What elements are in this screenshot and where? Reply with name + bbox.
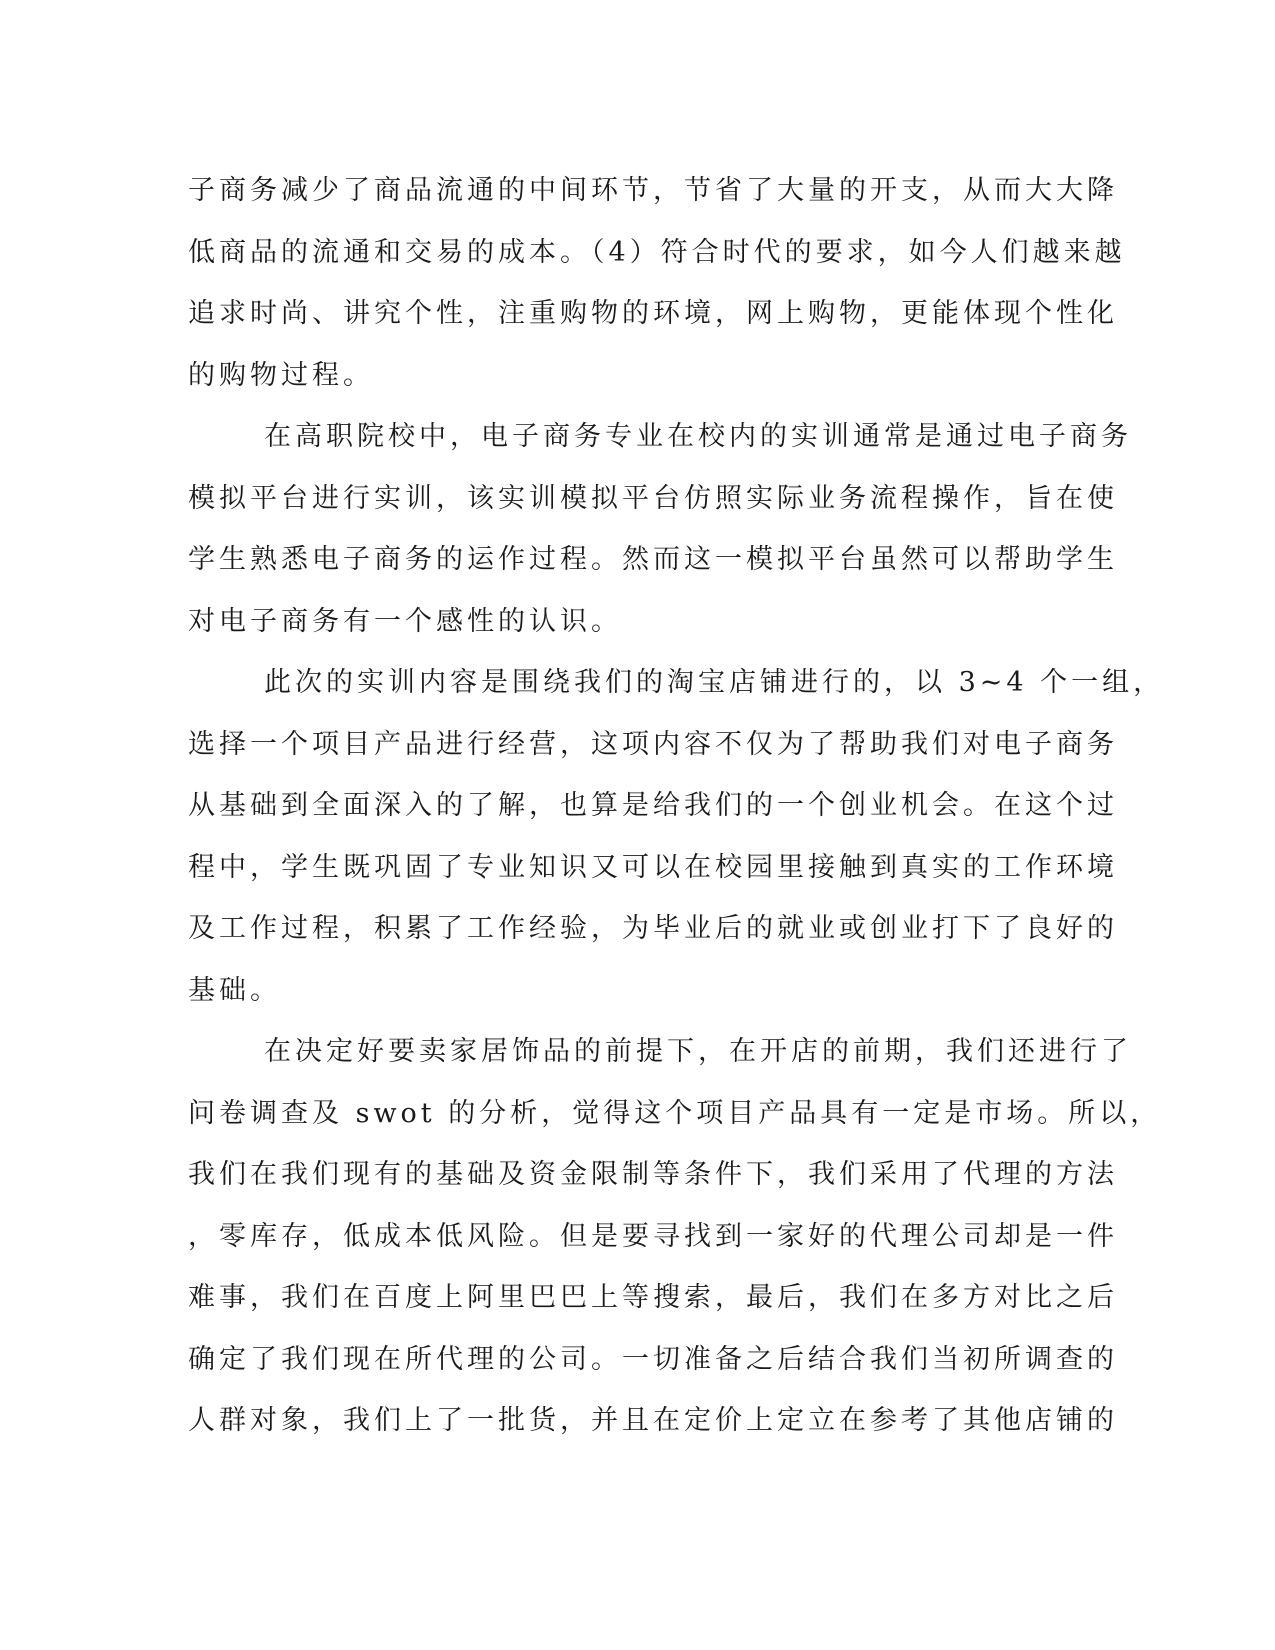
text-line: 确定了我们现在所代理的公司。一切准备之后结合我们当初所调查的	[188, 1343, 1118, 1375]
text-line: 的购物过程。	[188, 359, 374, 391]
text-line: 程中，学生既巩固了专业知识又可以在校园里接触到真实的工作环境	[188, 851, 1118, 883]
text-line: 基础。	[188, 974, 281, 1006]
text-line: 问卷调查及 swot 的分析，觉得这个项目产品具有一定是市场。所以，	[188, 1097, 1162, 1129]
text-line: 选择一个项目产品进行经营，这项内容不仅为了帮助我们对电子商务	[188, 728, 1118, 760]
text-line: 我们在我们现有的基础及资金限制等条件下，我们采用了代理的方法	[188, 1159, 1118, 1190]
text-line: 人群对象，我们上了一批货，并且在定价上定立在参考了其他店铺的	[188, 1405, 1118, 1436]
text-line: ，零库存，低成本低风险。但是要寻找到一家好的代理公司却是一件	[188, 1220, 1118, 1252]
text-line: 难事，我们在百度上阿里巴巴上等搜索，最后，我们在多方对比之后	[188, 1282, 1118, 1313]
paragraph-start-line: 在高职院校中，电子商务专业在校内的实训通常是通过电子商务	[264, 421, 1132, 452]
text-line: 及工作过程，积累了工作经验，为毕业后的就业或创业打下了良好的	[188, 913, 1118, 944]
text-line: 低商品的流通和交易的成本。（4）符合时代的要求，如今人们越来越	[188, 236, 1126, 268]
text-line: 追求时尚、讲究个性，注重购物的环境，网上购物，更能体现个性化	[188, 298, 1118, 329]
text-line: 从基础到全面深入的了解，也算是给我们的一个创业机会。在这个过	[188, 790, 1118, 821]
body-text	[188, 160, 1165, 1452]
text-line: 子商务减少了商品流通的中间环节，节省了大量的开支，从而大大降	[188, 175, 1118, 206]
text-line: 对电子商务有一个感性的认识。	[188, 605, 622, 637]
paragraph-start-line: 此次的实训内容是围绕我们的淘宝店铺进行的，以 3~4 个一组，	[264, 667, 1165, 698]
text-line: 模拟平台进行实训，该实训模拟平台仿照实际业务流程操作，旨在使	[188, 482, 1118, 514]
paragraph-start-line: 在决定好要卖家居饰品的前提下，在开店的前期，我们还进行了	[264, 1036, 1132, 1067]
text-line: 学生熟悉电子商务的运作过程。然而这一模拟平台虽然可以帮助学生	[188, 544, 1118, 575]
